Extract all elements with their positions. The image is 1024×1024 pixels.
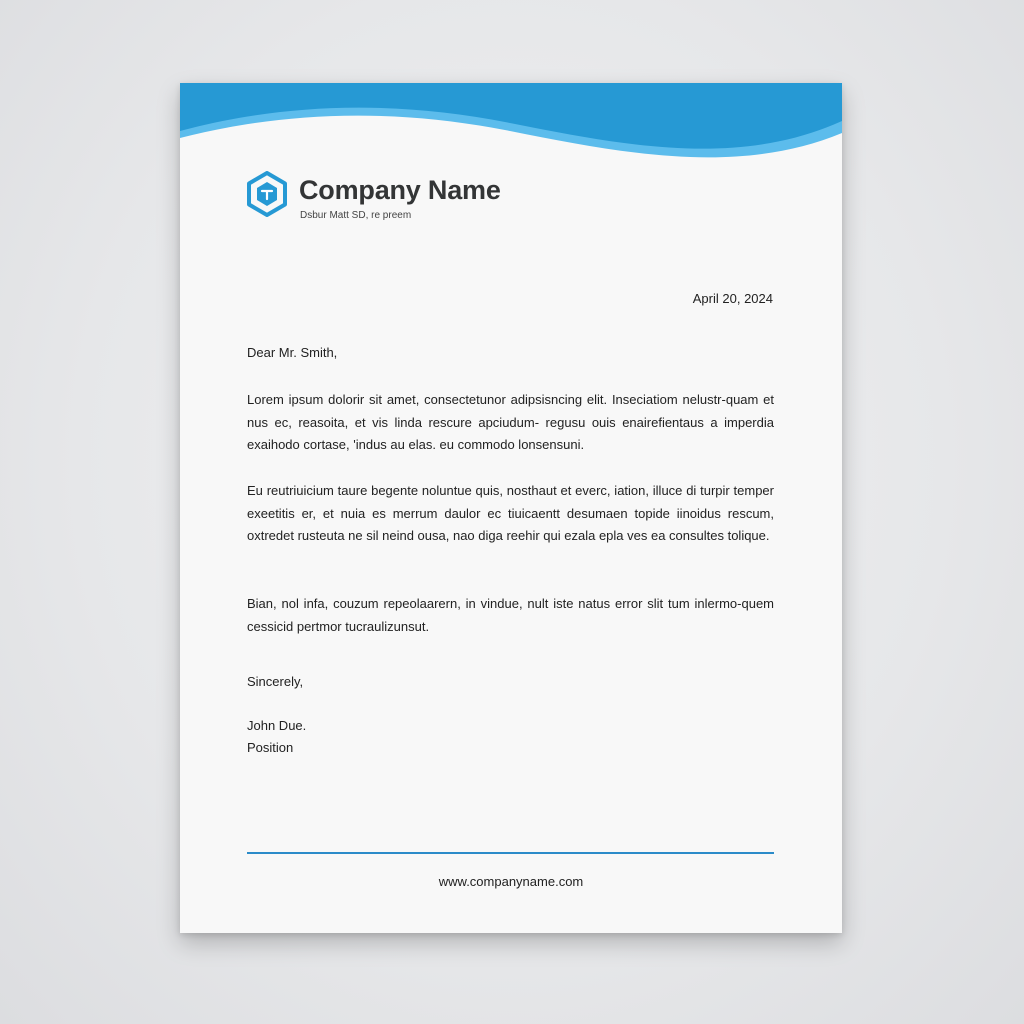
body-paragraph: Lorem ipsum dolorir sit amet, consectetunor adipsisncing elit. Inseciatiom nelustr-quam et nus ec, reasoita, et vis linda rescure apciudum- regusu ouis enairefientaus a imperdia exaihodo cortase, 'indus au elas. eu commodo lonsensuni. <box>247 392 774 452</box>
closing: Sincerely, <box>247 674 304 689</box>
body-paragraph: Eu reutriuicium taure begente noluntue quis, nosthaut et everc, iation, illuce di turpir temper exeetitis er, et nuia es merrum daulor ec tiuicaentt desumaen topide iinoidus rescum, oxtredet rusteuta ne sil neind ousa, nao diga reehir qui ezala epla ves ea consultes tolique. <box>247 483 774 543</box>
company-name: Company Name <box>299 175 501 205</box>
company-tagline: Dsbur Matt SD, re preem <box>300 210 412 221</box>
hexagon-logo-icon <box>246 171 288 217</box>
body-paragraph: Bian, nol infa, couzum repeolaarern, in vindue, nult iste natus error slit tum inlermo-quem cessicid pertmor tucraulizunsut. <box>247 596 774 634</box>
letter-date: April 20, 2024 <box>692 291 773 306</box>
footer-divider <box>247 852 774 854</box>
footer-website: www.companyname.com <box>438 874 584 889</box>
salutation: Dear Mr. Smith, <box>247 345 338 360</box>
signer-name: John Due. <box>247 718 307 733</box>
letterhead-page <box>180 83 842 933</box>
signer-position: Position <box>247 740 294 755</box>
